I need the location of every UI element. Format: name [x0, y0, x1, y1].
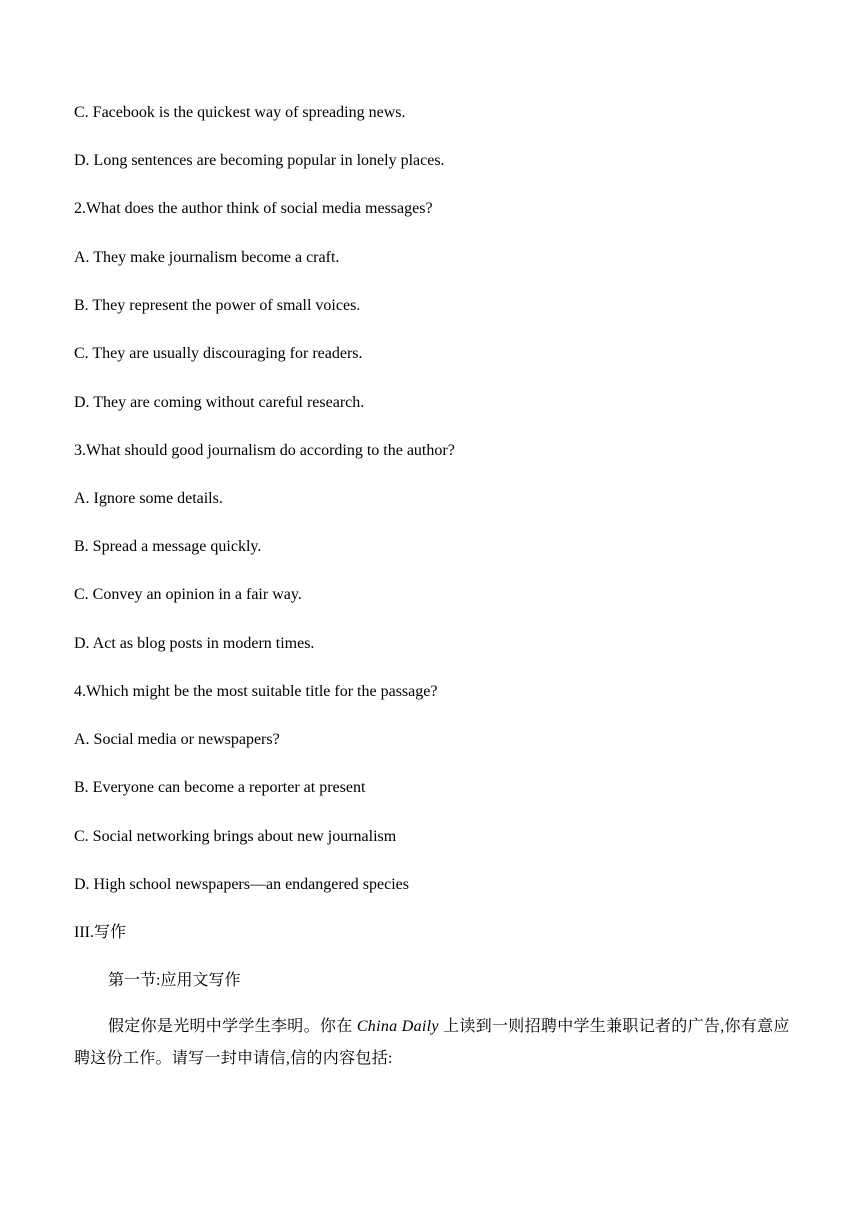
question-3-option-a: A. Ignore some details.: [74, 490, 223, 507]
question-4-option-a: A. Social media or newspapers?: [74, 731, 280, 748]
question-3-stem: 3.What should good journalism do according to the author?: [74, 442, 455, 459]
question-3-option-b: B. Spread a message quickly.: [74, 538, 262, 555]
writing-prompt-after: 上读到一则招聘中学生兼职记者的广告,你有意应聘这份工作。请写一封申请信,信的内容包括:: [74, 1018, 790, 1067]
question-2-option-c: C. They are usually discouraging for readers.: [74, 345, 363, 362]
question-2-stem: 2.What does the author think of social media messages?: [74, 200, 433, 217]
question-4-option-b: B. Everyone can become a reporter at present: [74, 779, 366, 796]
writing-subsection-heading: 第一节:应用文写作: [108, 972, 241, 989]
question-4-option-d: D. High school newspapers—an endangered species: [74, 876, 410, 893]
question-1-option-c: C. Facebook is the quickest way of spreading news.: [74, 104, 406, 121]
writing-prompt-paragraph: [74, 1011, 794, 1075]
writing-prompt-publication: China Daily: [356, 1018, 439, 1035]
question-4-option-c: C. Social networking brings about new journalism: [74, 828, 397, 845]
question-3-option-d: D. Act as blog posts in modern times.: [74, 635, 315, 652]
question-4-stem: 4.Which might be the most suitable title for the passage?: [74, 683, 438, 700]
question-2-option-b: B. They represent the power of small voices.: [74, 297, 361, 314]
question-2-option-a: A. They make journalism become a craft.: [74, 249, 340, 266]
question-1-option-d: D. Long sentences are becoming popular in lonely places.: [74, 152, 445, 169]
question-2-option-d: D. They are coming without careful research.: [74, 394, 365, 411]
writing-prompt-before: 假定你是光明中学学生李明。你在: [108, 1018, 353, 1035]
writing-section-heading: III.写作: [74, 924, 126, 941]
question-3-option-c: C. Convey an opinion in a fair way.: [74, 586, 302, 603]
